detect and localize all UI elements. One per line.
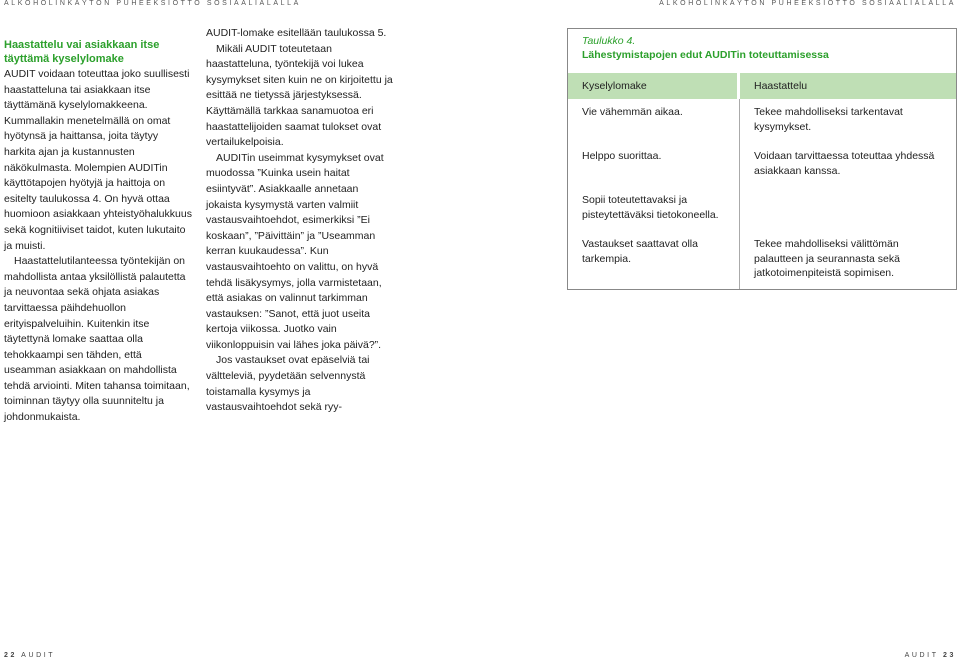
text-column-1 <box>4 38 192 426</box>
paragraph: AUDITin useimmat kysymykset ovat muodossa ”Kuinka usein haitat esiintyvät”. Asiakkaalle annetaan jokaista kysymystä varten valmiit vastausvaihtoehdot, esimerkiksi ”Ei koskaan”, ”Päivittäin” ja ”Useamman kerran kuukaudessa”. Kun vastausvaihtoehto on valittu, on hyvä tehdä lisäkysymys, jolla varmistetaan, että asiakas on valinnut tarkimman vastauksen: ”Sanot, että juot useita kertoja viikossa. Juotko vain viikonloppuisin vai lähes joka päivä?”. <box>206 151 384 351</box>
paragraph: AUDIT-lomake esitellään taulukossa 5. <box>206 27 387 39</box>
paragraph: Mikäli AUDIT toteutetaan haastatteluna, työntekijä voi lukea kysymykset siten kuin ne on kirjoitettu ja esittää ne tietyssä järjestyksessä. Käyttämällä tarkkaa sanamuotoa eri haastattelijoiden saamat tulokset ovat vertailukelpoisia. <box>206 42 393 149</box>
running-header-right: ALKOHOLINKÄYTÖN PUHEEKSIOTTO SOSIAALIALALLA <box>659 0 956 7</box>
paragraph: Haastattelutilanteessa työntekijän on mahdollista antaa yksilöllistä palautetta ja neuvontaa sekä ohjata asiakas tarvittaessa päihdehuollon erityispalveluihin. Kuitenkin itse täytettynä lomake saattaa olla tehokkaampi sen tähden, että useamman asiakkaan on mahdollista tehdä arviointi. Miten tahansa toimitaan, toiminnan täytyy olla suunniteltu ja johdonmukaista. <box>4 255 190 424</box>
table-4 <box>567 28 957 290</box>
paragraph: AUDIT voidaan toteuttaa joko suullisesti haastatteluna tai asiakkaan itse täyttämänä kyselylomakkeena. Kummallakin menetelmällä on omat hyötynsä ja haittansa, joita täytyy harkita ajan ja kustannusten näkökulmasta. Molempien AUDITin käyttötapojen hyötyjä ja haittoja on esitelty taulukossa 4. On hyvä ottaa huomioon asiakkaan yhteistyöhalukkuus sekä kognitiiviset taidot, kuten lukutaito ja muisti. <box>4 68 192 252</box>
running-header-left: ALKOHOLINKÄYTÖN PUHEEKSIOTTO SOSIAALIALALLA <box>4 0 301 7</box>
page-number: 22 <box>4 652 17 659</box>
table-cell: Vie vähemmän aikaa. <box>582 106 683 118</box>
text-column-2 <box>206 26 394 416</box>
table-number: Taulukko 4. <box>582 35 636 47</box>
table-cell: Vastaukset saattavat olla tarkempia. <box>582 238 698 265</box>
table-cell: Helppo suorittaa. <box>582 150 662 162</box>
table-title: Lähestymistapojen edut AUDITin toteuttamisessa <box>582 49 829 61</box>
table-caption <box>568 29 956 62</box>
page-footer-right <box>905 652 956 659</box>
page-number: 23 <box>943 652 956 659</box>
footer-text: AUDIT <box>21 652 56 659</box>
table-header-row <box>568 73 956 97</box>
column-divider <box>739 99 740 289</box>
table-cell: Tekee mahdolliseksi välittömän palautteen ja seurannasta sekä jatkotoimenpiteistä sopimisen. <box>754 238 900 279</box>
page-footer-left <box>4 652 55 659</box>
heading-line-2: täyttämä kyselylomake <box>4 53 124 65</box>
table-cell: Sopii toteutettavaksi ja pisteytettäväksi tietokoneella. <box>582 194 719 221</box>
section-heading <box>4 38 192 66</box>
column-header-haastattelu: Haastattelu <box>740 73 956 99</box>
heading-line-1: Haastattelu vai asiakkaan itse <box>4 39 160 51</box>
footer-text: AUDIT <box>904 652 939 659</box>
table-cell: Voidaan tarvittaessa toteuttaa yhdessä asiakkaan kanssa. <box>754 150 935 177</box>
column-header-kyselylomake: Kyselylomake <box>568 73 737 99</box>
table-cell: Tekee mahdolliseksi tarkentavat kysymykset. <box>754 106 903 133</box>
paragraph: Jos vastaukset ovat epäselviä tai vältteleviä, pyydetään selvennystä toistamalla kysymys ja vastausvaihtoehdot sekä ryy- <box>206 354 370 414</box>
